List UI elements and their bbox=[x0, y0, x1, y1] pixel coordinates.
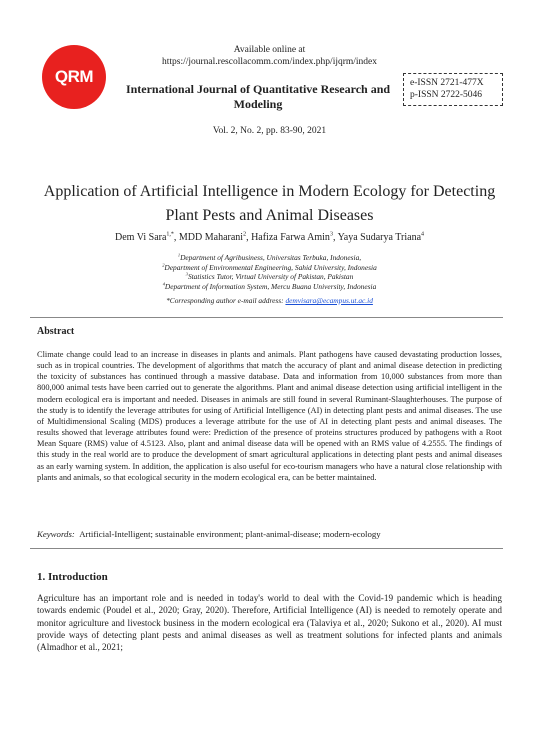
availability-block bbox=[0, 44, 539, 68]
affiliation-line bbox=[0, 253, 539, 263]
keywords-line bbox=[37, 529, 381, 539]
affiliation-line bbox=[0, 272, 539, 282]
journal-url[interactable]: https://journal.rescollacomm.com/index.php/ijqrm/index bbox=[161, 57, 378, 67]
issn-box bbox=[403, 73, 503, 106]
author-name: Dem Vi Sara bbox=[114, 232, 167, 243]
affiliation-text: Department of Environmental Engineering, Sahid University, Indonesia bbox=[164, 262, 377, 272]
journal-title: International Journal of Quantitative Research and Modeling bbox=[125, 82, 391, 111]
logo-text: QRM bbox=[54, 67, 94, 86]
author-list: Dem Vi Sara$^{1,*}$, MDD Maharani$^2$, Hafiza Farwa Amin$^3$, Yaya Sudarya Triana$^4$ bbox=[114, 231, 425, 243]
divider-bottom bbox=[30, 548, 503, 549]
author-affiliation-mark: 1,* bbox=[166, 231, 174, 238]
available-online-text: Available online at bbox=[233, 45, 306, 55]
author-affiliation-mark: 4 bbox=[421, 231, 425, 238]
pissn: p-ISSN 2722-5046 bbox=[410, 90, 483, 100]
affiliation-mark: 2 bbox=[162, 262, 165, 268]
author-name: Hafiza Farwa Amin bbox=[251, 232, 330, 243]
affiliation-text: Department of Information System, Mercu Buana University, Indonesia bbox=[164, 281, 377, 291]
divider-top bbox=[30, 317, 503, 318]
article-title: Application of Artificial Intelligence in Modern Ecology for Detecting Plant Pests and Animal Diseases bbox=[43, 183, 496, 224]
affiliation-mark: 4 bbox=[162, 281, 165, 287]
author-affiliation-mark: 2 bbox=[243, 231, 247, 238]
affiliation-text: Statistics Tutor, Virtual University of Pakistan, Pakistan bbox=[187, 272, 354, 282]
affiliation-text: Department of Agribusiness, Universitas Terbuka, Indonesia, bbox=[180, 253, 362, 262]
eissn: e-ISSN 2721-477X bbox=[410, 78, 484, 88]
affiliation-line bbox=[0, 263, 539, 273]
keywords-text: Artificial-Intelligent; sustainable environment; plant-animal-disease; modern-ecology bbox=[79, 529, 381, 539]
abstract-text: Climate change could lead to an increase in diseases in plants and animals. Plant pathogens have caused devastating production losses, such as in tropical countries. The development of algorithms that match the accuracy of plant and animal disease detection in predicting the toxicity of substances has continued through a massive database. Data and information from 10,000 substances from more than 800,000 animal tests have been carried out to generate the algorithms. Plant and animal disease detection using artificial intelligent in the modern ecological era is important and needed. Diseases in animals are still found in several Ruminant-Slaughterhouses. The purpose of the study is to identify the leverage attributes for using of Artificial Intelligence (AI) in detecting plant pests and animal diseases. The use of Multidimensional Scaling (MDS) produces a leverage attribute for the use of AI in detecting plant pests and animal diseases. The results showed that leverage attributes found were: Prediction of the presence of proteins structures produced by pathogens with a Root Mean Square (RMS) value of 4.5123. Also, plant and animal disease data will be opened with an RMS value of 4.2555. The findings of this study in the real world are to produce the development of smart agricultural applications in detecting plant pests and animal diseases as an early warning system. In addition, the application is also useful for eco-tourism managers who have a natural close relationship with plants and animals, so that ecological security in the modern ecological era, can be better maintained. bbox=[37, 350, 502, 482]
abstract-heading: Abstract bbox=[37, 326, 75, 337]
affiliation-mark: 1 bbox=[177, 252, 181, 258]
affiliation-list bbox=[0, 253, 539, 291]
introduction-heading: 1. Introduction bbox=[37, 571, 108, 583]
corresponding-label: *Corresponding author e-mail address: bbox=[166, 296, 286, 305]
corresponding-author bbox=[0, 296, 539, 305]
introduction-text: Agriculture has an important role and is needed in today's world to deal with the Covid-19 pandemic which is heading towards endemic (Poudel et al., 2020; Gray, 2020). Therefore, Artificial Intelligence (AI) is needed to remotely operate and monitor agriculture and livestock business in the modern ecological era (Talaviya et al., 2020; Sukono et al., 2020). AI must provide ways of detecting plant pests and animal diseases as well as treatment solutions for infected plants and animals (Almadhor et al., 2021; bbox=[37, 593, 502, 653]
affiliation-mark: 3 bbox=[185, 271, 188, 277]
affiliation-line bbox=[0, 282, 539, 292]
author-name: MDD Maharani bbox=[178, 232, 244, 243]
author-affiliation-mark: 3 bbox=[329, 231, 333, 238]
corresponding-email-link[interactable]: demvisara@ecampus.ut.ac.id bbox=[285, 296, 373, 305]
volume-info: Vol. 2, No. 2, pp. 83-90, 2021 bbox=[212, 126, 327, 136]
keywords-label: Keywords: bbox=[37, 529, 75, 539]
author-name: Yaya Sudarya Triana bbox=[337, 232, 422, 243]
